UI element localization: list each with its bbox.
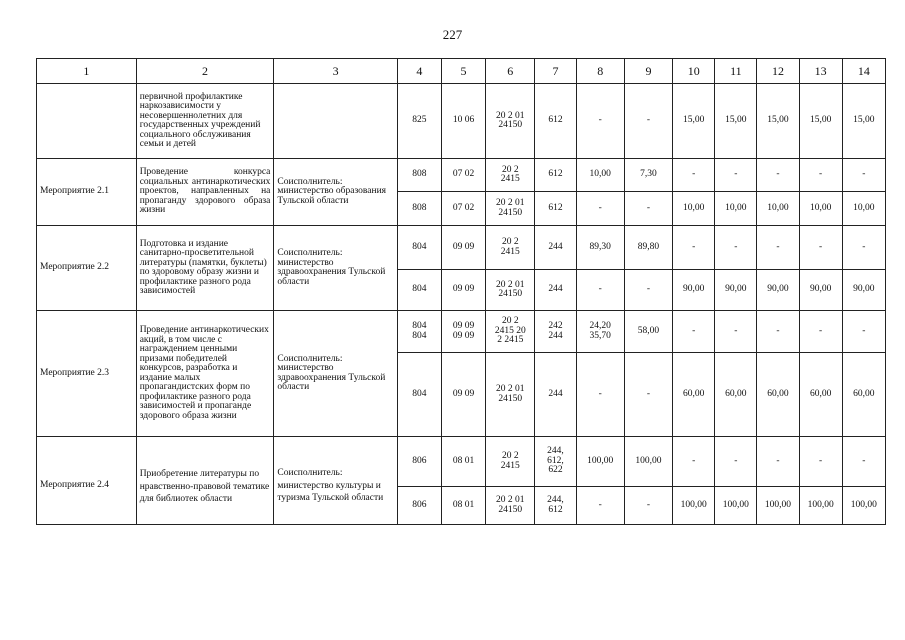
value-cell: 15,00 <box>799 84 842 159</box>
value-cell: 100,00 <box>842 487 885 525</box>
value-cell: 10,00 <box>842 192 885 226</box>
code-cell: 806 <box>397 437 441 487</box>
value-cell: - <box>757 437 799 487</box>
code-cell: 808 <box>397 192 441 226</box>
value-cell: - <box>799 226 842 270</box>
column-header: 2 <box>136 59 274 84</box>
value-cell: - <box>715 159 757 192</box>
table-row <box>37 159 886 192</box>
value-cell: - <box>576 192 624 226</box>
value-cell: 10,00 <box>757 192 799 226</box>
value-cell: - <box>799 437 842 487</box>
value-cell: - <box>576 353 624 437</box>
value-cell: - <box>673 226 715 270</box>
code-cell: 804 <box>397 353 441 437</box>
value-cell: 100,00 <box>576 437 624 487</box>
value-cell: - <box>624 353 672 437</box>
value-cell: 100,00 <box>799 487 842 525</box>
column-header: 1 <box>37 59 137 84</box>
description-cell: Проведение антинаркотических акций, в том числе с награждением ценными призами победителей конкурсов, разработка и издание малых пропагандистских форм по профилактике разного рода зависимостей и пропаганде здорового образа жизни <box>136 311 274 437</box>
code-cell: 612 <box>535 192 576 226</box>
code-cell: 20 2 2415 <box>486 226 535 270</box>
activity-name: Мероприятие 2.4 <box>37 437 137 525</box>
value-cell: 10,00 <box>673 192 715 226</box>
value-cell: - <box>842 311 885 353</box>
value-cell: 100,00 <box>673 487 715 525</box>
code-cell: 804 804 <box>397 311 441 353</box>
value-cell: - <box>576 487 624 525</box>
code-cell: 20 2 01 24150 <box>486 192 535 226</box>
page-number: 227 <box>442 27 463 42</box>
value-cell: 100,00 <box>624 437 672 487</box>
value-cell: 90,00 <box>673 270 715 311</box>
column-header: 14 <box>842 59 885 84</box>
column-header: 13 <box>799 59 842 84</box>
code-cell: 08 01 <box>441 437 485 487</box>
executor-cell: Соисполнитель: министерство культуры и туризма Тульской области <box>274 437 397 525</box>
value-cell: - <box>842 226 885 270</box>
column-header: 11 <box>715 59 757 84</box>
code-cell: 08 01 <box>441 487 485 525</box>
description-cell: Проведение конкурса социальных антинаркотических проектов, направленных на пропаганду здорового образа жизни <box>136 159 274 226</box>
value-cell: 100,00 <box>715 487 757 525</box>
value-cell: 60,00 <box>757 353 799 437</box>
column-header: 12 <box>757 59 799 84</box>
value-cell: - <box>715 311 757 353</box>
code-cell: 20 2 01 24150 <box>486 353 535 437</box>
code-cell: 09 09 <box>441 270 485 311</box>
value-cell: 60,00 <box>673 353 715 437</box>
value-cell: - <box>624 270 672 311</box>
description-cell: Подготовка и издание санитарно-просветительной литературы (памятки, буклеты) по здоровому образу жизни и профилактике разного рода зависимостей <box>136 226 274 311</box>
code-cell: 244 <box>535 226 576 270</box>
executor-cell: Соисполнитель: министерство образования Тульской области <box>274 159 397 226</box>
value-cell: 15,00 <box>842 84 885 159</box>
value-cell: 58,00 <box>624 311 672 353</box>
column-header: 6 <box>486 59 535 84</box>
code-cell: 20 2 2415 <box>486 437 535 487</box>
executor-cell: Соисполнитель: министерство здравоохранения Тульской области <box>274 226 397 311</box>
value-cell: 10,00 <box>715 192 757 226</box>
code-cell: 20 2 01 24150 <box>486 270 535 311</box>
code-cell: 09 09 <box>441 353 485 437</box>
value-cell: - <box>624 192 672 226</box>
value-cell: 60,00 <box>842 353 885 437</box>
column-header: 7 <box>535 59 576 84</box>
value-cell: 10,00 <box>799 192 842 226</box>
value-cell: - <box>673 159 715 192</box>
value-cell: - <box>799 311 842 353</box>
value-cell: - <box>624 487 672 525</box>
value-cell: - <box>576 84 624 159</box>
code-cell: 242 244 <box>535 311 576 353</box>
value-cell: - <box>673 311 715 353</box>
code-cell: 07 02 <box>441 192 485 226</box>
code-cell: 244, 612 <box>535 487 576 525</box>
value-cell: - <box>842 437 885 487</box>
value-cell: 24,20 35,70 <box>576 311 624 353</box>
activity-name: Мероприятие 2.2 <box>37 226 137 311</box>
column-header: 10 <box>673 59 715 84</box>
column-header: 5 <box>441 59 485 84</box>
value-cell: 89,30 <box>576 226 624 270</box>
description-cell: Приобретение литературы по нравственно-правовой тематике для библиотек области <box>136 437 274 525</box>
value-cell: 89,80 <box>624 226 672 270</box>
value-cell: 90,00 <box>715 270 757 311</box>
column-header: 4 <box>397 59 441 84</box>
column-header: 3 <box>274 59 397 84</box>
code-cell: 20 2 2415 20 2 2415 <box>486 311 535 353</box>
code-cell: 244 <box>535 353 576 437</box>
activity-name: Мероприятие 2.1 <box>37 159 137 226</box>
code-cell: 20 2 01 24150 <box>486 84 535 159</box>
code-cell: 804 <box>397 270 441 311</box>
code-cell: 20 2 01 24150 <box>486 487 535 525</box>
code-cell: 612 <box>535 159 576 192</box>
executor-cell: Соисполнитель: министерство здравоохранения Тульской области <box>274 311 397 437</box>
value-cell: 15,00 <box>715 84 757 159</box>
activity-cell <box>37 84 137 159</box>
value-cell: 10,00 <box>576 159 624 192</box>
table-row <box>37 84 886 159</box>
code-cell: 07 02 <box>441 159 485 192</box>
value-cell: 15,00 <box>757 84 799 159</box>
description-cell: первичной профилактике наркозависимости у несовершеннолетних для государственных учреждений социального обслуживания семьи и детей <box>136 84 274 159</box>
code-cell: 10 06 <box>441 84 485 159</box>
table-header-row <box>37 59 886 84</box>
value-cell: 90,00 <box>757 270 799 311</box>
activity-name: Мероприятие 2.3 <box>37 311 137 437</box>
value-cell: - <box>715 226 757 270</box>
value-cell: 15,00 <box>673 84 715 159</box>
value-cell: - <box>842 159 885 192</box>
value-cell: 100,00 <box>757 487 799 525</box>
value-cell: - <box>757 159 799 192</box>
table-row <box>37 437 886 487</box>
value-cell: 90,00 <box>842 270 885 311</box>
column-header: 8 <box>576 59 624 84</box>
code-cell: 09 09 09 09 <box>441 311 485 353</box>
budget-table <box>36 58 886 525</box>
code-cell: 244, 612, 622 <box>535 437 576 487</box>
code-cell: 804 <box>397 226 441 270</box>
code-cell: 09 09 <box>441 226 485 270</box>
value-cell: 60,00 <box>715 353 757 437</box>
table-row <box>37 226 886 270</box>
value-cell: 60,00 <box>799 353 842 437</box>
value-cell: 90,00 <box>799 270 842 311</box>
column-header: 9 <box>624 59 672 84</box>
executor-cell <box>274 84 397 159</box>
code-cell: 806 <box>397 487 441 525</box>
value-cell: 7,30 <box>624 159 672 192</box>
table-row <box>37 311 886 353</box>
code-cell: 244 <box>535 270 576 311</box>
value-cell: - <box>757 226 799 270</box>
code-cell: 20 2 2415 <box>486 159 535 192</box>
code-cell: 825 <box>397 84 441 159</box>
value-cell: - <box>624 84 672 159</box>
code-cell: 612 <box>535 84 576 159</box>
value-cell: - <box>757 311 799 353</box>
value-cell: - <box>576 270 624 311</box>
value-cell: - <box>673 437 715 487</box>
value-cell: - <box>799 159 842 192</box>
code-cell: 808 <box>397 159 441 192</box>
value-cell: - <box>715 437 757 487</box>
